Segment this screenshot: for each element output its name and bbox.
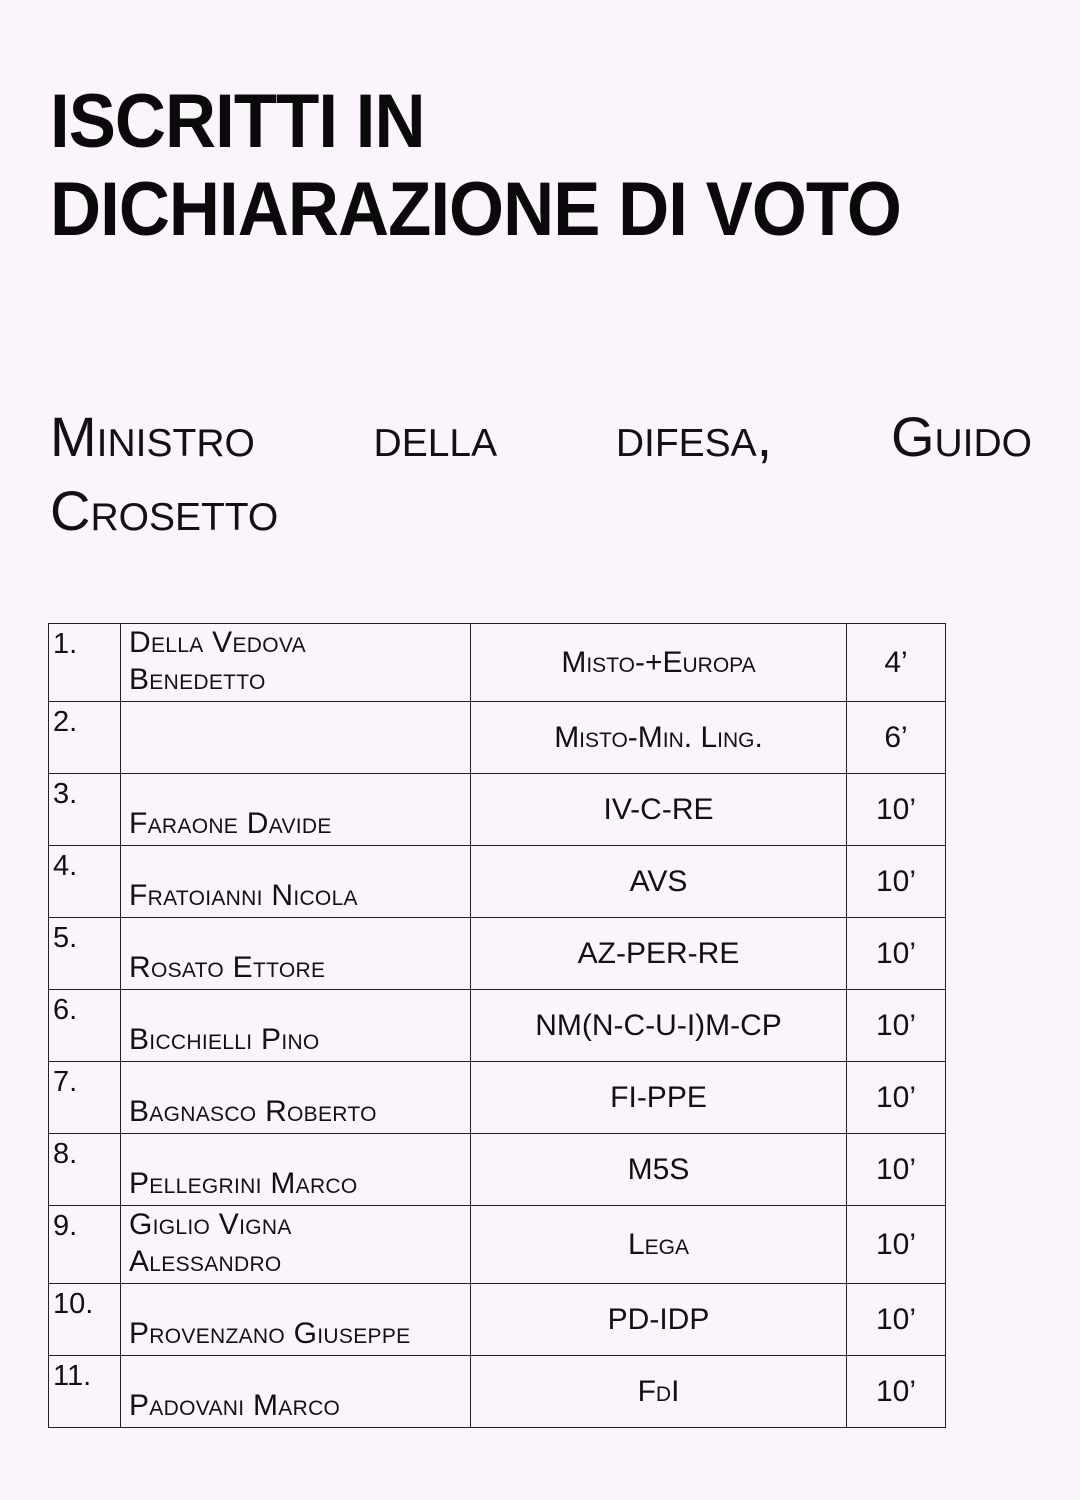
parliamentary-group: AVS <box>471 846 847 918</box>
speakers-table <box>48 623 946 1428</box>
subtitle-word: Guido <box>890 405 1032 468</box>
parliamentary-group: AZ-PER-RE <box>471 918 847 990</box>
row-number: 10. <box>49 1284 121 1356</box>
document <box>50 78 1032 542</box>
row-number: 7. <box>49 1062 121 1134</box>
speaker-name-line: Faraone Davide <box>129 807 332 840</box>
speaker-name <box>121 624 471 702</box>
speaker-name <box>121 918 471 990</box>
speaker-name-line: Alessandro <box>129 1245 282 1278</box>
parliamentary-group: FdI <box>471 1356 847 1428</box>
speaker-name-line: Bagnasco Roberto <box>129 1095 377 1128</box>
speaker-name <box>121 990 471 1062</box>
speaking-time: 10’ <box>847 990 946 1062</box>
table-row <box>49 846 946 918</box>
table-row <box>49 1134 946 1206</box>
table-row <box>49 1206 946 1284</box>
table-row <box>49 1284 946 1356</box>
speaker-name-line: Padovani Marco <box>129 1389 341 1422</box>
parliamentary-group: IV-C-RE <box>471 774 847 846</box>
speaking-time: 10’ <box>847 918 946 990</box>
parliamentary-group: Misto-Min. Ling. <box>471 702 847 774</box>
row-number: 1. <box>49 624 121 702</box>
speaker-name <box>121 1284 471 1356</box>
speaking-time: 4’ <box>847 624 946 702</box>
speaker-name-line: Fratoianni Nicola <box>129 879 358 912</box>
speaker-name-line: Della Vedova <box>129 626 306 659</box>
parliamentary-group: FI-PPE <box>471 1062 847 1134</box>
parliamentary-group: NM(N-C-U-I)M-CP <box>471 990 847 1062</box>
table-row <box>49 774 946 846</box>
row-number: 9. <box>49 1206 121 1284</box>
speaker-name <box>121 1062 471 1134</box>
row-number: 11. <box>49 1356 121 1428</box>
subtitle-word: Ministro <box>50 405 255 468</box>
speaker-name-line: Bicchielli Pino <box>129 1023 320 1056</box>
row-number: 4. <box>49 846 121 918</box>
subtitle-word: difesa, <box>615 405 773 468</box>
session-subtitle <box>50 400 1032 548</box>
speaking-time: 6’ <box>847 702 946 774</box>
speaker-name <box>121 1356 471 1428</box>
row-number: 2. <box>49 702 121 774</box>
speaker-name-line: Giglio Vigna <box>129 1208 292 1241</box>
page-title <box>50 78 1036 254</box>
speaker-name-line: Provenzano Giuseppe <box>129 1317 411 1350</box>
speaker-name <box>121 1134 471 1206</box>
table-row <box>49 1062 946 1134</box>
subtitle-word: della <box>373 405 498 468</box>
speaking-time: 10’ <box>847 1206 946 1284</box>
title-line-2: DICHIARAZIONE DI VOTO <box>50 167 901 252</box>
speaking-time: 10’ <box>847 846 946 918</box>
table-row <box>49 1356 946 1428</box>
speaker-name <box>121 1206 471 1284</box>
speaker-name-line: Rosato Ettore <box>129 951 326 984</box>
speaker-name-line: Pellegrini Marco <box>129 1167 358 1200</box>
speaking-time: 10’ <box>847 1284 946 1356</box>
row-number: 5. <box>49 918 121 990</box>
subtitle-line-2: Crosetto <box>50 479 279 542</box>
table-row <box>49 918 946 990</box>
parliamentary-group: PD-IDP <box>471 1284 847 1356</box>
table-row <box>49 702 946 774</box>
speaking-time: 10’ <box>847 1356 946 1428</box>
parliamentary-group: Lega <box>471 1206 847 1284</box>
speaking-time: 10’ <box>847 774 946 846</box>
speaker-name <box>121 846 471 918</box>
title-line-1: ISCRITTI IN <box>50 79 425 164</box>
row-number: 8. <box>49 1134 121 1206</box>
table-row <box>49 990 946 1062</box>
row-number: 3. <box>49 774 121 846</box>
speaker-name-line: Benedetto <box>129 663 266 696</box>
parliamentary-group: M5S <box>471 1134 847 1206</box>
subtitle-line-1 <box>50 400 1032 474</box>
table-row <box>49 624 946 702</box>
speaker-name <box>121 774 471 846</box>
parliamentary-group: Misto-+Europa <box>471 624 847 702</box>
row-number: 6. <box>49 990 121 1062</box>
speaking-time: 10’ <box>847 1062 946 1134</box>
speaker-name <box>121 702 471 774</box>
speaking-time: 10’ <box>847 1134 946 1206</box>
